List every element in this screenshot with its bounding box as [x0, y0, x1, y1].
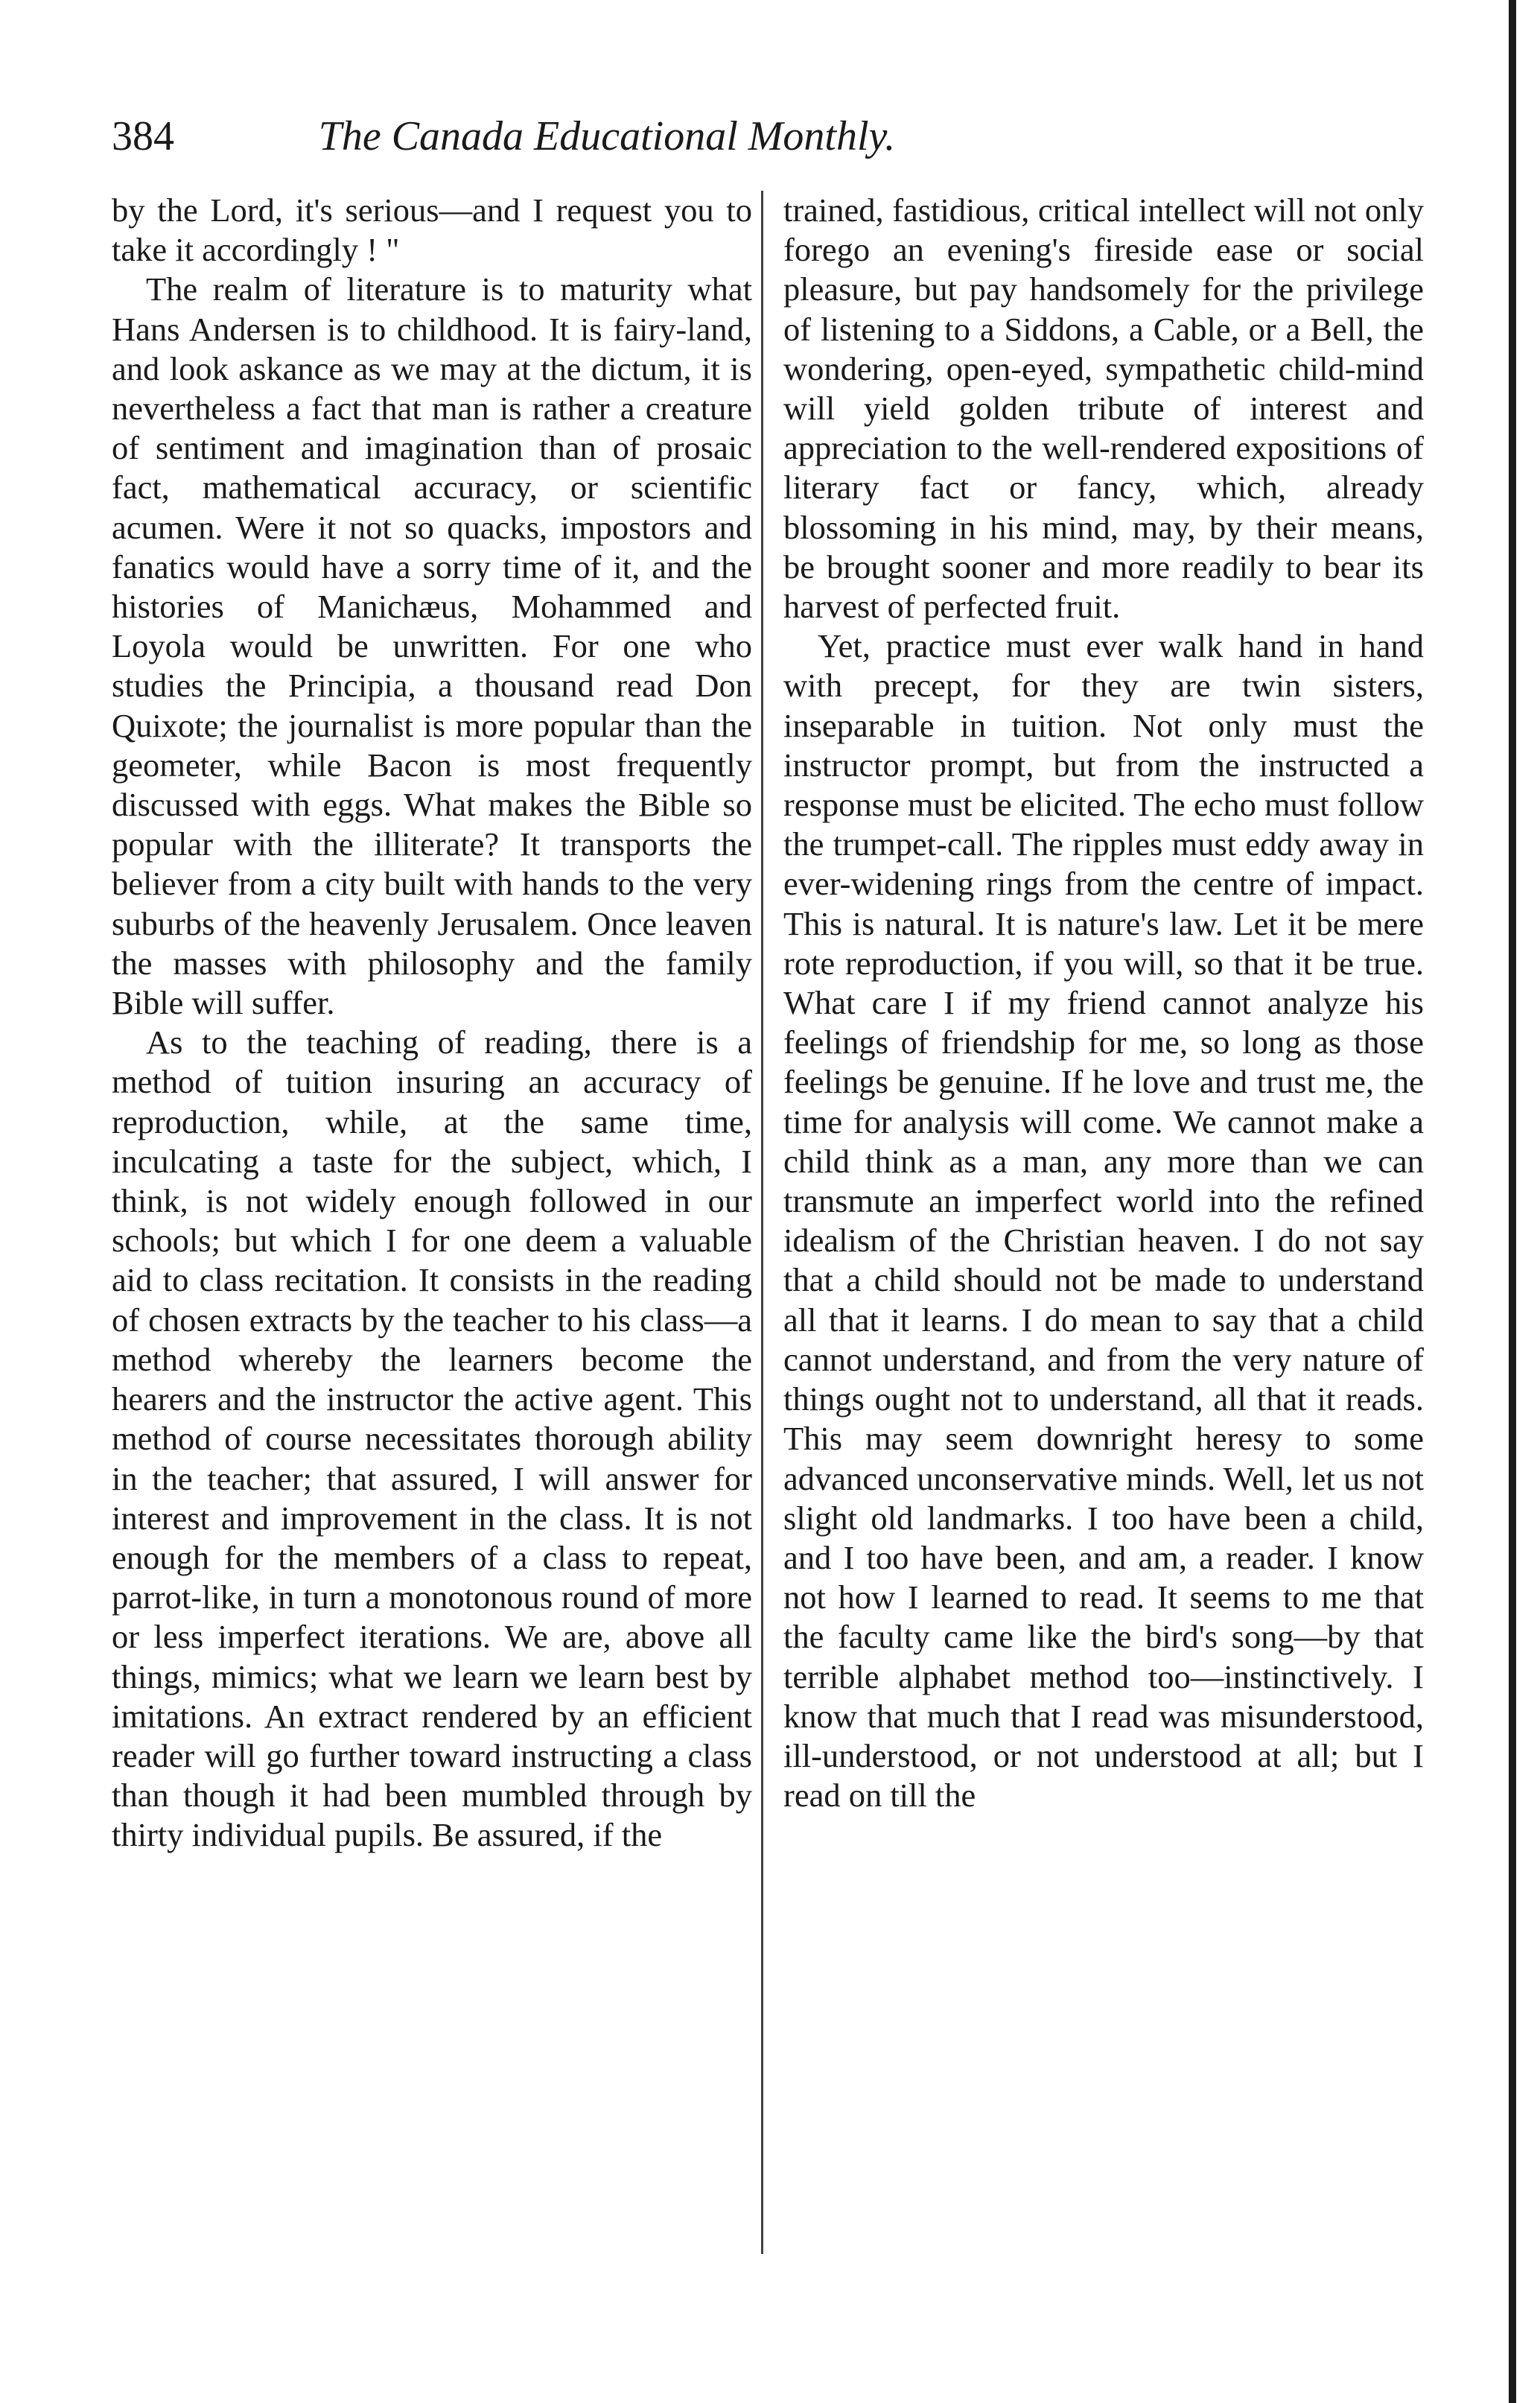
paragraph: The realm of literature is to maturity what Hans Andersen is to childhood. It is fairy-land, and look askance as we may at the dictum, it is nevertheless a fact that man is rather a creature of sentiment and imagination than of prosaic fact, mathematical accuracy, or scientific acumen. Were it not so quacks, impostors and fanatics would have a sorry time of it, and the histories of Manichæus, Mohammed and Loyola would be unwritten. For one who studies the Principia, a thousand read Don Quixote; the journalist is more popular than the geometer, while Bacon is most frequently discussed with eggs. What makes the Bible so popular with the illiterate? It transports the believer from a city built with hands to the very suburbs of the heavenly Jerusalem. Once leaven the masses with philosophy and the family Bible will suffer.: [112, 270, 752, 1022]
right-column: [783, 191, 1424, 1815]
paragraph: As to the teaching of reading, there is a method of tuition insuring an accuracy of reproduction, while, at the same time, inculcating a taste for the subject, which, I think, is not widely enough followed in our schools; but which I for one deem a valuable aid to class recitation. It consists in the reading of chosen extracts by the teacher to his class—a method whereby the learners become the hearers and the instructor the active agent. This method of course necessitates thorough ability in the teacher; that assured, I will answer for interest and improvement in the class. It is not enough for the members of a class to repeat, parrot-like, in turn a monotonous round of more or less imperfect iterations. We are, above all things, mimics; what we learn we learn best by imitations. An extract rendered by an efficient reader will go further toward instructing a class than though it had been mumbled through by thirty individual pupils. Be assured, if the: [112, 1023, 752, 1854]
column-divider: [761, 191, 763, 2254]
paragraph: Yet, practice must ever walk hand in hand with precept, for they are twin sisters, inseparable in tuition. Not only must the instructor prompt, but from the instructed a response must be elicited. The echo must follow the trumpet-call. The ripples must eddy away in ever-widening rings from the centre of impact. This is natural. It is nature's law. Let it be mere rote reproduction, if you will, so that it be true. What care I if my friend cannot analyze his feelings of friendship for me, so long as those feelings be genuine. If he love and trust me, the time for analysis will come. We cannot make a child think as a man, any more than we can transmute an imperfect world into the refined idealism of the Christian heaven. I do not say that a child should not be made to understand all that it learns. I do mean to say that a child cannot understand, and from the very nature of things ought not to understand, all that it reads. This may seem downright heresy to some advanced unconservative minds. Well, let us not slight old landmarks. I too have been a child, and I too have been, and am, a reader. I know not how I learned to read. It seems to me that the faculty came like the bird's song—by that terrible alphabet method too—instinctively. I know that much that I read was misunderstood, ill-understood, or not understood at all; but I read on till the: [783, 627, 1424, 1815]
left-column: [112, 191, 752, 1856]
page-header: [112, 103, 1474, 170]
paragraph: trained, fastidious, critical intellect will not only forego an evening's fireside ease or social pleasure, but pay handsomely for the privilege of listening to a Siddons, a Cable, or a Bell, the wondering, open-eyed, sympathetic child-mind will yield golden tribute of interest and appreciation to the well-rendered expositions of literary fact or fancy, which, already blossoming in his mind, may, by their means, be brought sooner and more readily to bear its harvest of perfected fruit.: [783, 191, 1424, 626]
page-edge-line: [1509, 0, 1516, 2403]
paragraph: by the Lord, it's serious—and I request you to take it accordingly ! ": [112, 191, 752, 269]
page-number: 384: [112, 113, 174, 159]
running-title: The Canada Educational Monthly.: [318, 113, 896, 159]
